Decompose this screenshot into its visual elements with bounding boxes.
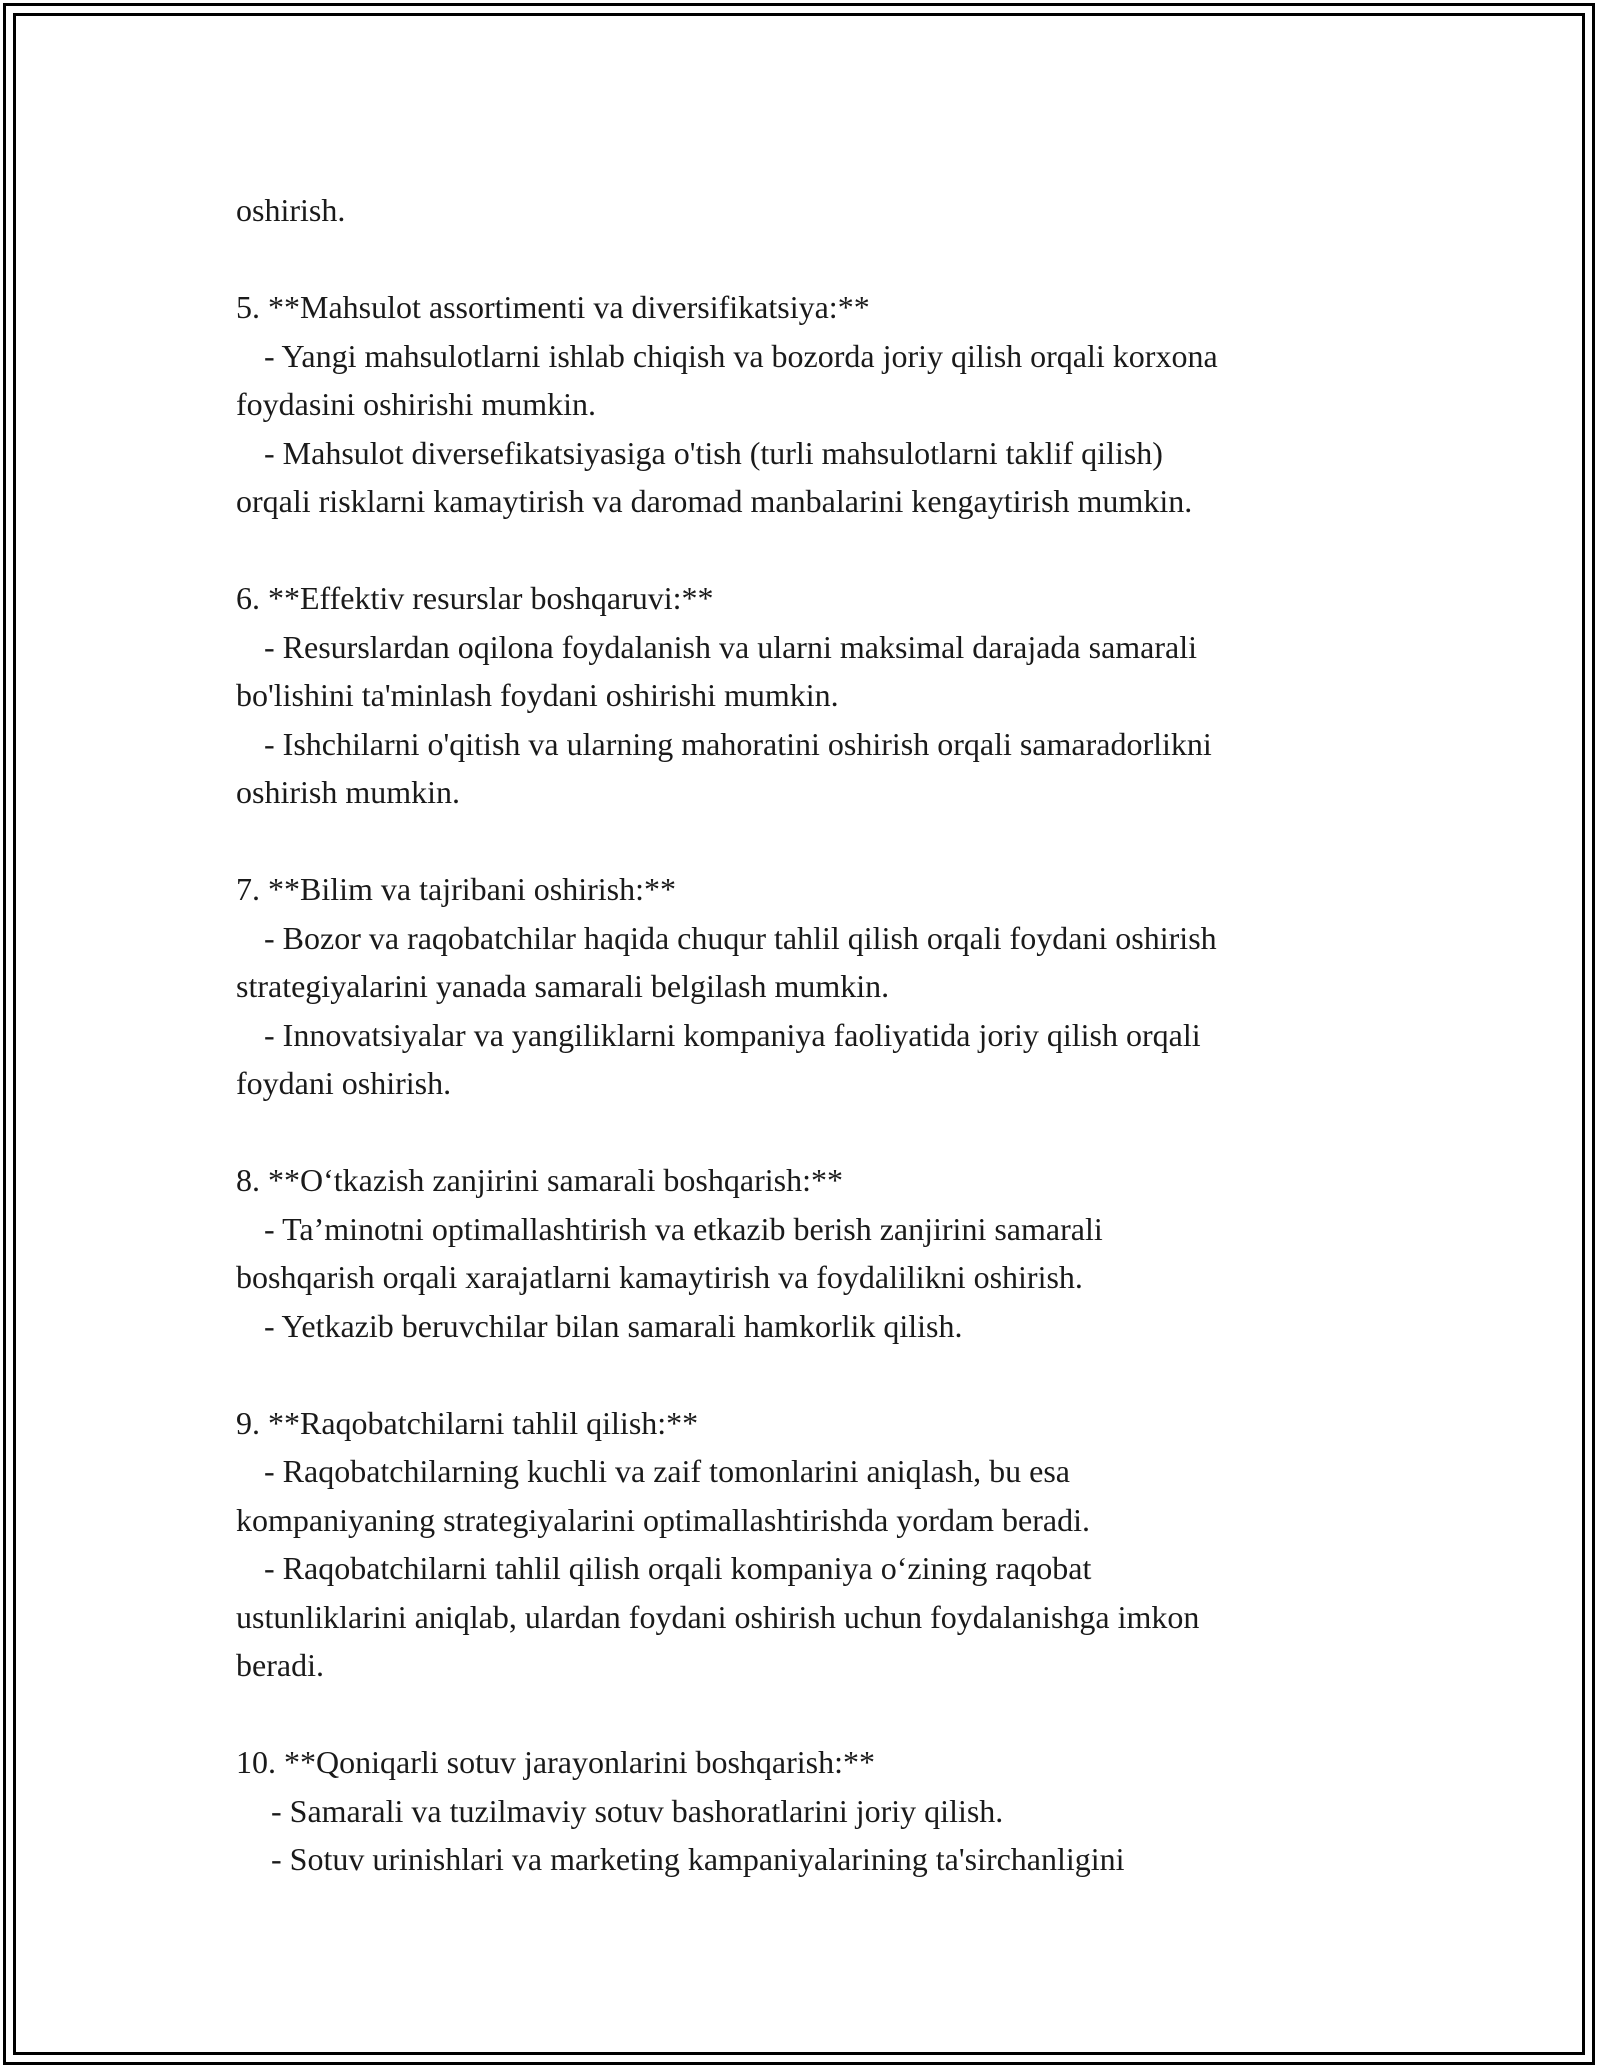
section-heading-8: 8. **O‘tkazish zanjirini samarali boshqarish:** (236, 1162, 843, 1198)
bullet-line: - Bozor va raqobatchilar haqida chuqur tahlil qilish orqali foydani oshirish (264, 919, 1217, 956)
text-line: oshirish. (236, 192, 346, 228)
section-heading-10: 10. **Qoniqarli sotuv jarayonlarini boshqarish:** (236, 1744, 876, 1780)
bullet-line: - Ishchilarni o'qitish va ularning mahoratini oshirish orqali samaradorlikni (264, 725, 1212, 762)
bullet-line: - Resurslardan oqilona foydalanish va ularni maksimal darajada samarali (264, 628, 1198, 665)
bullet-line: - Mahsulot diversefikatsiyasiga o'tish (turli mahsulotlarni taklif qilish) (264, 434, 1163, 471)
bullet-line: - Sotuv urinishlari va marketing kampaniyalarining ta'sirchanligini (271, 1841, 1125, 1877)
text-line: bo'lishini ta'minlash foydani oshirishi mumkin. (236, 677, 839, 713)
bullet-line: - Samarali va tuzilmaviy sotuv bashoratlarini joriy qilish. (271, 1792, 1004, 1829)
section-heading-7: 7. **Bilim va tajribani oshirish:** (236, 871, 676, 907)
bullet-line: - Innovatsiyalar va yangiliklarni kompaniya faoliyatida joriy qilish orqali (264, 1016, 1201, 1053)
text-line: orqali risklarni kamaytirish va daromad manbalarini kengaytirish mumkin. (236, 483, 1193, 519)
text-line: boshqarish orqali xarajatlarni kamaytirish va foydalilikni oshirish. (236, 1259, 1083, 1295)
text-line: foydasini oshirishi mumkin. (236, 386, 596, 422)
bullet-line: - Ta’minotni optimallashtirish va etkazib berish zanjirini samarali (264, 1210, 1103, 1247)
text-line: kompaniyaning strategiyalarini optimallashtirishda yordam beradi. (236, 1501, 1090, 1538)
section-heading-5: 5. **Mahsulot assortimenti va diversifikatsiya:** (236, 289, 870, 325)
bullet-line: - Yangi mahsulotlarni ishlab chiqish va bozorda joriy qilish orqali korxona (264, 337, 1218, 374)
text-line: oshirish mumkin. (236, 774, 461, 810)
text-line: foydani oshirish. (236, 1065, 452, 1101)
text-line: ustunliklarini aniqlab, ulardan foydani oshirish uchun foydalanishga imkon (236, 1598, 1200, 1635)
section-heading-6: 6. **Effektiv resurslar boshqaruvi:** (236, 580, 714, 616)
bullet-line: - Raqobatchilarning kuchli va zaif tomonlarini aniqlash, bu esa (264, 1453, 1070, 1489)
bullet-line: - Raqobatchilarni tahlil qilish orqali kompaniya o‘zining raqobat (264, 1550, 1092, 1586)
bullet-line: - Yetkazib beruvchilar bilan samarali hamkorlik qilish. (264, 1307, 963, 1344)
section-heading-9: 9. **Raqobatchilarni tahlil qilish:** (236, 1404, 699, 1441)
text-line: beradi. (236, 1647, 324, 1683)
document-body (236, 186, 1386, 1884)
text-line: strategiyalarini yanada samarali belgilash mumkin. (236, 968, 890, 1004)
